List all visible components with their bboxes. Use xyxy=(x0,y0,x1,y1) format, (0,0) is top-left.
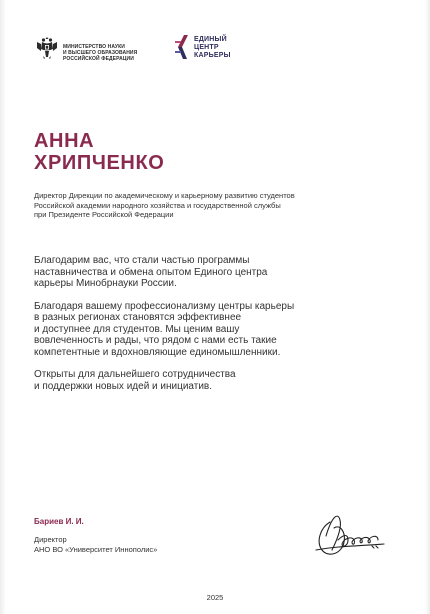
career-center-logo-icon xyxy=(174,34,190,60)
body-line: и доступнее для студентов. Мы ценим вашу xyxy=(34,323,240,335)
signer-name: Бариев И. И. xyxy=(34,517,84,526)
letter-header xyxy=(36,34,276,64)
body-line: Открыты для дальнейшего сотрудничества xyxy=(34,369,236,380)
page-edge-shadow-right xyxy=(425,0,430,614)
body-paragraph-1 xyxy=(34,255,374,290)
letter-year: 2025 xyxy=(206,593,224,602)
body-line: Благодаря вашему профессионализму центры карьеры xyxy=(34,300,295,312)
signer-organization: АНО ВО «Университет Иннополис» xyxy=(34,544,158,554)
handwritten-signature xyxy=(308,506,388,562)
body-line: наставничества и обмена опытом Единого центра xyxy=(34,266,268,278)
body-line: в разных регионах становятся эффективнее xyxy=(34,312,242,323)
signer-role: Директор xyxy=(34,535,67,544)
page-edge-shadow-left xyxy=(0,0,6,614)
signer-details xyxy=(34,535,157,554)
body-line: и поддержки новых идей и инициатив. xyxy=(34,380,213,392)
ministry-line: РОССИЙСКОЙ ФЕДЕРАЦИИ xyxy=(63,56,134,62)
body-line: карьеры Минобрнауки России. xyxy=(34,278,177,289)
recipient-name xyxy=(34,130,164,174)
ministry-line: И ВЫСШЕГО ОБРАЗОВАНИЯ xyxy=(63,50,138,56)
career-center-line: ЕДИНЫЙ xyxy=(194,36,227,43)
letter-body xyxy=(34,255,374,403)
body-paragraph-3 xyxy=(34,369,374,392)
position-line: Директор Дирекции по академическому и карьерному развитию студентов xyxy=(34,191,295,200)
career-center-line: ЦЕНТР xyxy=(194,44,219,51)
career-center-name xyxy=(194,36,231,60)
position-line: Российской академии народного хозяйства и государственной службы xyxy=(34,200,281,210)
body-line: Благодарим вас, что стали частью программы xyxy=(34,255,250,266)
ministry-line: МИНИСТЕРСТВО НАУКИ xyxy=(63,44,125,50)
recipient-first-name: АННА xyxy=(34,130,95,152)
position-line: при Президенте Российской Федерации xyxy=(34,210,174,219)
career-center-line: КАРЬЕРЫ xyxy=(194,52,231,59)
body-line: вовлеченность и рады, что рядом с нами есть такие xyxy=(34,335,277,346)
body-line: компетентные и вдохновляющие единомышленники. xyxy=(34,346,281,358)
recipient-last-name: ХРИПЧЕНКО xyxy=(34,152,165,174)
ministry-name xyxy=(63,44,137,62)
eagle-emblem-icon xyxy=(36,36,58,60)
body-paragraph-2 xyxy=(34,301,374,359)
recipient-position xyxy=(34,191,374,220)
